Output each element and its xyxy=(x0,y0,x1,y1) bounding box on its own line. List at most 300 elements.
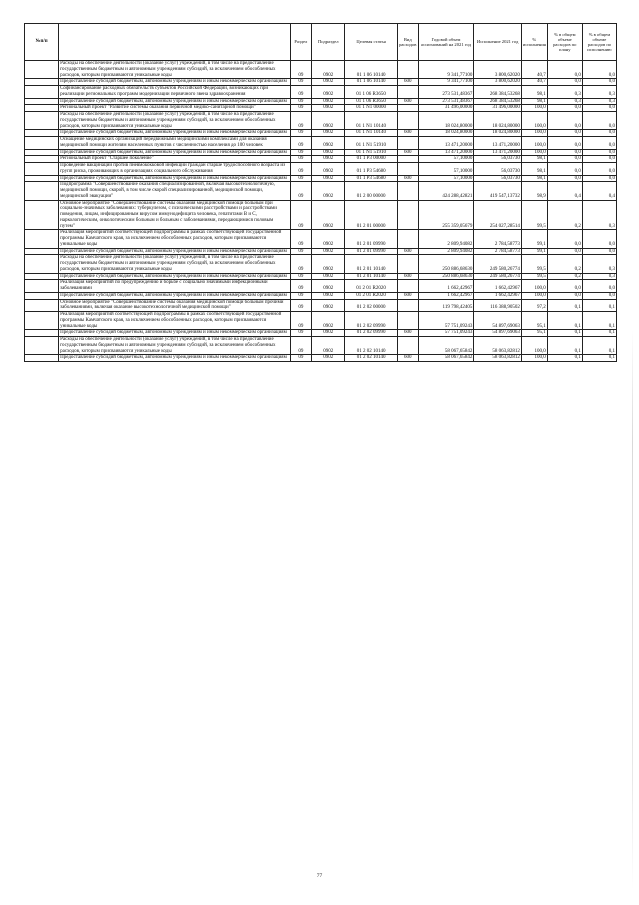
cell-share-plan: 0,0 xyxy=(547,61,582,79)
cell-share-fact: 0,3 xyxy=(582,98,616,105)
cell-share-fact: 0,0 xyxy=(582,292,616,299)
cell-num xyxy=(25,330,59,337)
cell-target: 01 1 P3 00000 xyxy=(345,156,398,163)
cell-plan: 18 024,80000 xyxy=(418,112,474,130)
cell-num xyxy=(25,86,59,99)
cell-share-plan: 0,0 xyxy=(547,175,582,182)
cell-num xyxy=(25,79,59,86)
cell-num xyxy=(25,230,59,248)
cell-plan: 9 341,77100 xyxy=(418,61,474,79)
cell-podrazdel: 0902 xyxy=(312,355,345,362)
cell-target: 01 1 06 10140 xyxy=(345,61,398,79)
table-row xyxy=(25,182,617,200)
cell-name: Предоставление субсидий бюджетным, автономным учреждениям и иным некоммерческим организациям xyxy=(59,248,290,255)
cell-podrazdel: 0902 xyxy=(312,61,345,79)
cell-plan: 57,10000 xyxy=(418,156,474,163)
table-row xyxy=(25,112,617,130)
cell-target: 01 1 N1 10140 xyxy=(345,112,398,130)
cell-fact: 18 024,80000 xyxy=(474,130,522,137)
cell-razdel: 09 xyxy=(290,98,312,105)
cell-num xyxy=(25,292,59,299)
header-plan: Годовой объем ассигнований на 2021 год xyxy=(418,24,474,61)
cell-plan: 57,10000 xyxy=(418,163,474,176)
cell-fact: 1 662,42967 xyxy=(474,280,522,293)
header-share-plan: % в общем объеме расходов по плану xyxy=(547,24,582,61)
cell-razdel: 09 xyxy=(290,137,312,150)
cell-pct: 100,0 xyxy=(521,149,547,156)
cell-vid xyxy=(397,61,418,79)
table-row xyxy=(25,98,617,105)
cell-podrazdel: 0902 xyxy=(312,230,345,248)
cell-target: 01 1 N1 00000 xyxy=(345,105,398,112)
cell-name: Предоставление субсидий бюджетным, автономным учреждениям и иным некоммерческим организациям xyxy=(59,79,290,86)
cell-share-plan: 0,1 xyxy=(547,312,582,330)
cell-podrazdel: 0902 xyxy=(312,105,345,112)
table-row xyxy=(25,79,617,86)
cell-num xyxy=(25,337,59,355)
cell-pct: 99,1 xyxy=(521,248,547,255)
cell-num xyxy=(25,175,59,182)
cell-razdel: 09 xyxy=(290,149,312,156)
table-row xyxy=(25,156,617,163)
cell-plan: 424 288,42821 xyxy=(418,182,474,200)
cell-podrazdel: 0902 xyxy=(312,200,345,230)
cell-pct: 40,7 xyxy=(521,79,547,86)
table-row xyxy=(25,255,617,273)
cell-fact: 18 024,80000 xyxy=(474,112,522,130)
cell-name: Реализация мероприятий соответствующей подпрограммы в рамках соответствующей государственной программы Камчатского края, за исключением обособленных расходов, которым присваиваются уникальные коды xyxy=(59,312,290,330)
cell-share-fact: 0,3 xyxy=(582,255,616,273)
cell-pct: 99,1 xyxy=(521,230,547,248)
cell-pct: 100,0 xyxy=(521,355,547,362)
scan-artifact xyxy=(632,330,633,890)
cell-num xyxy=(25,200,59,230)
cell-vid xyxy=(397,163,418,176)
cell-plan: 13 471,20000 xyxy=(418,149,474,156)
cell-target: 01 2 02 00000 xyxy=(345,299,398,312)
cell-podrazdel: 0902 xyxy=(312,163,345,176)
cell-target: 01 2 01 10140 xyxy=(345,273,398,280)
cell-vid: 600 xyxy=(397,130,418,137)
budget-execution-table xyxy=(24,23,617,362)
cell-num xyxy=(25,355,59,362)
cell-pct: 97,2 xyxy=(521,299,547,312)
cell-share-plan: 0,4 xyxy=(547,182,582,200)
cell-pct: 99,5 xyxy=(521,255,547,273)
cell-vid xyxy=(397,255,418,273)
cell-share-plan: 0,0 xyxy=(547,248,582,255)
cell-target: 01 2 01 00000 xyxy=(345,200,398,230)
cell-fact: 56,03730 xyxy=(474,175,522,182)
cell-num xyxy=(25,299,59,312)
table-header-row xyxy=(25,24,617,61)
cell-razdel: 09 xyxy=(290,61,312,79)
cell-share-plan: 0,1 xyxy=(547,355,582,362)
cell-name: Основное мероприятие "Совершенствование системы оказания медицинской помощи больным прочими заболеваниями, включая оказание высокотехнологичной медицинской помощи" xyxy=(59,299,290,312)
cell-name: Предоставление субсидий бюджетным, автономным учреждениям и иным некоммерческим организациям xyxy=(59,273,290,280)
header-podrazdel: Подраздел xyxy=(312,24,345,61)
cell-razdel: 09 xyxy=(290,273,312,280)
cell-fact: 249 580,26774 xyxy=(474,273,522,280)
cell-share-plan: 0,0 xyxy=(547,230,582,248)
cell-razdel: 09 xyxy=(290,175,312,182)
cell-num xyxy=(25,61,59,79)
cell-plan: 273 531,48367 xyxy=(418,86,474,99)
table-row xyxy=(25,230,617,248)
cell-vid: 600 xyxy=(397,292,418,299)
cell-target: 01 1 06 R3650 xyxy=(345,98,398,105)
cell-share-fact: 0,3 xyxy=(582,200,616,230)
cell-pct: 40,7 xyxy=(521,61,547,79)
cell-podrazdel: 0902 xyxy=(312,130,345,137)
table-row xyxy=(25,105,617,112)
cell-name: Оснащение медицинских организаций передвижными медицинскими комплексами для оказания медицинской помощи жителям населенных пунктов с численностью населения до 100 человек xyxy=(59,137,290,150)
cell-pct: 98,9 xyxy=(521,182,547,200)
cell-share-fact: 0,1 xyxy=(582,299,616,312)
cell-fact: 3 800,62020 xyxy=(474,61,522,79)
cell-share-plan: 0,0 xyxy=(547,79,582,86)
cell-podrazdel: 0902 xyxy=(312,255,345,273)
header-share-fact: % в общем объеме расходов по исполнению xyxy=(582,24,616,61)
cell-podrazdel: 0902 xyxy=(312,156,345,163)
cell-name: Основное мероприятие "Совершенствование системы оказания медицинской помощи больным при социально-значимых заболеваниях: туберкулезом, с психическими расстройствами и расстройствами поведения, лицам, инфицированным вирусом иммунодефицита человека, гепатитами В и С, наркологическим, онкологическим больным и больным с заболеваниями, передающимися половым путем" xyxy=(59,200,290,230)
cell-vid xyxy=(397,230,418,248)
cell-share-fact: 0,4 xyxy=(582,182,616,200)
cell-pct: 98,1 xyxy=(521,98,547,105)
cell-vid: 600 xyxy=(397,175,418,182)
cell-razdel: 09 xyxy=(290,105,312,112)
cell-name: Софинансирование расходных обязательств субъектов Российской Федерации, возникающих при реализации региональных программ модернизации первичного звена здравоохранения xyxy=(59,86,290,99)
cell-pct: 98,1 xyxy=(521,156,547,163)
cell-podrazdel: 0902 xyxy=(312,273,345,280)
cell-vid xyxy=(397,137,418,150)
table-row xyxy=(25,175,617,182)
table-row xyxy=(25,61,617,79)
table-row xyxy=(25,130,617,137)
cell-share-fact: 0,0 xyxy=(582,112,616,130)
cell-plan: 57 751,09243 xyxy=(418,312,474,330)
cell-podrazdel: 0902 xyxy=(312,86,345,99)
cell-share-plan: 0,2 xyxy=(547,255,582,273)
cell-share-fact: 0,0 xyxy=(582,175,616,182)
cell-plan: 119 798,42405 xyxy=(418,299,474,312)
cell-share-plan: 0,2 xyxy=(547,273,582,280)
cell-vid xyxy=(397,182,418,200)
cell-fact: 249 580,26774 xyxy=(474,255,522,273)
cell-pct: 100,0 xyxy=(521,337,547,355)
cell-target: 01 1 N1 51910 xyxy=(345,137,398,150)
cell-target: 01 2 01 R2020 xyxy=(345,292,398,299)
cell-podrazdel: 0902 xyxy=(312,175,345,182)
cell-share-plan: 0,3 xyxy=(547,86,582,99)
cell-share-fact: 0,1 xyxy=(582,330,616,337)
cell-num xyxy=(25,137,59,150)
cell-plan: 13 471,20000 xyxy=(418,137,474,150)
cell-num xyxy=(25,98,59,105)
cell-share-fact: 0,3 xyxy=(582,86,616,99)
cell-num xyxy=(25,273,59,280)
cell-fact: 1 662,42967 xyxy=(474,292,522,299)
cell-podrazdel: 0902 xyxy=(312,248,345,255)
cell-name: Расходы на обеспечение деятельности (оказание услуг) учреждений, в том числе на предоставление государственным бюджетным и автономным учреждениям субсидий, за исключением обособленных расходов, которым присваиваются уникальные коды xyxy=(59,255,290,273)
cell-vid xyxy=(397,337,418,355)
cell-share-fact: 0,0 xyxy=(582,163,616,176)
cell-vid xyxy=(397,156,418,163)
cell-razdel: 09 xyxy=(290,248,312,255)
cell-name: Предоставление субсидий бюджетным, автономным учреждениям и иным некоммерческим организациям xyxy=(59,292,290,299)
cell-podrazdel: 0902 xyxy=(312,137,345,150)
cell-share-plan: 0,0 xyxy=(547,137,582,150)
cell-razdel: 09 xyxy=(290,130,312,137)
cell-razdel: 09 xyxy=(290,280,312,293)
cell-target: 01 2 00 00000 xyxy=(345,182,398,200)
cell-target: 01 2 01 10140 xyxy=(345,255,398,273)
header-fact: Исполнение 2021 год xyxy=(474,24,522,61)
cell-pct: 100,0 xyxy=(521,292,547,299)
cell-plan: 57,10000 xyxy=(418,175,474,182)
cell-razdel: 09 xyxy=(290,200,312,230)
cell-pct: 100,0 xyxy=(521,137,547,150)
cell-pct: 95,1 xyxy=(521,330,547,337)
cell-share-fact: 0,0 xyxy=(582,149,616,156)
cell-share-fact: 0,1 xyxy=(582,312,616,330)
header-num: №п/п xyxy=(25,24,59,61)
cell-target: 01 1 P3 54680 xyxy=(345,163,398,176)
cell-fact: 116 388,90502 xyxy=(474,299,522,312)
cell-fact: 31 496,00000 xyxy=(474,105,522,112)
cell-plan: 273 531,48367 xyxy=(418,98,474,105)
cell-share-plan: 0,0 xyxy=(547,280,582,293)
cell-razdel: 09 xyxy=(290,163,312,176)
cell-target: 01 2 01 09990 xyxy=(345,230,398,248)
cell-name: Предоставление субсидий бюджетным, автономным учреждениям и иным некоммерческим организациям xyxy=(59,149,290,156)
cell-target: 01 2 02 09990 xyxy=(345,312,398,330)
cell-share-fact: 0,0 xyxy=(582,79,616,86)
cell-target: 01 2 02 09990 xyxy=(345,330,398,337)
cell-razdel: 09 xyxy=(290,292,312,299)
table-row xyxy=(25,330,617,337)
header-razdel: Раздел xyxy=(290,24,312,61)
cell-razdel: 09 xyxy=(290,79,312,86)
cell-name: Реализация мероприятий по предупреждению и борьбе с социально значимыми инфекционными заболеваниями xyxy=(59,280,290,293)
cell-razdel: 09 xyxy=(290,156,312,163)
cell-target: 01 1 N1 10140 xyxy=(345,130,398,137)
cell-share-fact: 0,0 xyxy=(582,130,616,137)
cell-plan: 57 751,09243 xyxy=(418,330,474,337)
cell-share-plan: 0,1 xyxy=(547,337,582,355)
cell-vid: 600 xyxy=(397,355,418,362)
table-row xyxy=(25,163,617,176)
cell-vid xyxy=(397,312,418,330)
cell-share-plan: 0,0 xyxy=(547,130,582,137)
cell-vid: 600 xyxy=(397,98,418,105)
table-row xyxy=(25,200,617,230)
cell-podrazdel: 0902 xyxy=(312,79,345,86)
cell-target: 01 2 02 10140 xyxy=(345,337,398,355)
table-row xyxy=(25,86,617,99)
cell-name: Региональный проект "Развитие системы оказания первичной медико-санитарной помощи" xyxy=(59,105,290,112)
cell-share-fact: 0,1 xyxy=(582,355,616,362)
cell-podrazdel: 0902 xyxy=(312,98,345,105)
cell-fact: 13 471,20000 xyxy=(474,137,522,150)
table-row xyxy=(25,337,617,355)
table-row xyxy=(25,292,617,299)
table-row xyxy=(25,312,617,330)
cell-share-fact: 0,0 xyxy=(582,105,616,112)
cell-plan: 58 067,65842 xyxy=(418,355,474,362)
cell-name: Проведение вакцинации против пневмококковой инфекции граждан старше трудоспособного возраста из групп риска, проживающих в организациях социального обслуживания xyxy=(59,163,290,176)
table-row xyxy=(25,299,617,312)
cell-pct: 98,1 xyxy=(521,163,547,176)
cell-share-plan: 0,3 xyxy=(547,98,582,105)
cell-name: Расходы на обеспечение деятельности (оказание услуг) учреждений, в том числе на предоставление государственным бюджетным и автономным учреждениям субсидий, за исключением обособленных расходов, которым присваиваются уникальные коды xyxy=(59,337,290,355)
cell-pct: 100,0 xyxy=(521,280,547,293)
cell-vid xyxy=(397,200,418,230)
cell-share-plan: 0,0 xyxy=(547,105,582,112)
cell-name: Предоставление субсидий бюджетным, автономным учреждениям и иным некоммерческим организациям xyxy=(59,130,290,137)
cell-share-fact: 0,0 xyxy=(582,280,616,293)
cell-num xyxy=(25,112,59,130)
cell-podrazdel: 0902 xyxy=(312,337,345,355)
cell-razdel: 09 xyxy=(290,299,312,312)
cell-podrazdel: 0902 xyxy=(312,112,345,130)
cell-num xyxy=(25,163,59,176)
cell-razdel: 09 xyxy=(290,330,312,337)
table-row xyxy=(25,280,617,293)
cell-podrazdel: 0902 xyxy=(312,299,345,312)
cell-num xyxy=(25,149,59,156)
cell-num xyxy=(25,182,59,200)
cell-num xyxy=(25,255,59,273)
cell-razdel: 09 xyxy=(290,182,312,200)
cell-fact: 58 063,82812 xyxy=(474,355,522,362)
cell-plan: 2 809,94082 xyxy=(418,248,474,255)
cell-podrazdel: 0902 xyxy=(312,312,345,330)
cell-fact: 254 027,28514 xyxy=(474,200,522,230)
cell-plan: 58 067,65842 xyxy=(418,337,474,355)
cell-plan: 1 662,42967 xyxy=(418,280,474,293)
cell-target: 01 2 01 09990 xyxy=(345,248,398,255)
cell-num xyxy=(25,105,59,112)
cell-fact: 54 897,69063 xyxy=(474,330,522,337)
cell-plan: 250 886,68630 xyxy=(418,255,474,273)
cell-target: 01 2 02 10140 xyxy=(345,355,398,362)
cell-podrazdel: 0902 xyxy=(312,292,345,299)
cell-podrazdel: 0902 xyxy=(312,149,345,156)
cell-plan: 9 341,77100 xyxy=(418,79,474,86)
cell-pct: 99,5 xyxy=(521,273,547,280)
cell-share-plan: 0,0 xyxy=(547,292,582,299)
cell-pct: 95,1 xyxy=(521,312,547,330)
cell-num xyxy=(25,312,59,330)
header-target: Целевая статья xyxy=(345,24,398,61)
cell-share-fact: 0,1 xyxy=(582,337,616,355)
table-row xyxy=(25,149,617,156)
cell-vid: 600 xyxy=(397,330,418,337)
cell-share-fact: 0,0 xyxy=(582,61,616,79)
cell-plan: 2 809,94082 xyxy=(418,230,474,248)
cell-pct: 99,5 xyxy=(521,200,547,230)
cell-podrazdel: 0902 xyxy=(312,330,345,337)
cell-pct: 100,0 xyxy=(521,112,547,130)
cell-target: 01 1 06 10140 xyxy=(345,79,398,86)
cell-fact: 3 800,62020 xyxy=(474,79,522,86)
cell-fact: 268 384,53268 xyxy=(474,98,522,105)
cell-num xyxy=(25,156,59,163)
cell-num xyxy=(25,130,59,137)
table-row xyxy=(25,248,617,255)
cell-pct: 100,0 xyxy=(521,130,547,137)
cell-share-fact: 0,0 xyxy=(582,137,616,150)
cell-share-plan: 0,1 xyxy=(547,330,582,337)
cell-fact: 54 897,69063 xyxy=(474,312,522,330)
cell-plan: 255 359,05679 xyxy=(418,200,474,230)
cell-num xyxy=(25,248,59,255)
cell-razdel: 09 xyxy=(290,312,312,330)
cell-vid: 600 xyxy=(397,79,418,86)
cell-fact: 56,03730 xyxy=(474,163,522,176)
table-row xyxy=(25,355,617,362)
cell-vid xyxy=(397,280,418,293)
cell-fact: 2 784,58773 xyxy=(474,248,522,255)
cell-vid: 600 xyxy=(397,248,418,255)
cell-fact: 2 784,58773 xyxy=(474,230,522,248)
cell-pct: 98,1 xyxy=(521,175,547,182)
cell-share-plan: 0,0 xyxy=(547,156,582,163)
cell-share-plan: 0,2 xyxy=(547,200,582,230)
cell-pct: 100,0 xyxy=(521,105,547,112)
cell-share-fact: 0,0 xyxy=(582,156,616,163)
cell-vid: 600 xyxy=(397,149,418,156)
cell-target: 01 1 P3 54680 xyxy=(345,175,398,182)
cell-name: Предоставление субсидий бюджетным, автономным учреждениям и иным некоммерческим организациям xyxy=(59,330,290,337)
cell-vid: 600 xyxy=(397,273,418,280)
cell-plan: 250 886,68630 xyxy=(418,273,474,280)
cell-pct: 98,1 xyxy=(521,86,547,99)
cell-name: Предоставление субсидий бюджетным, автономным учреждениям и иным некоммерческим организациям xyxy=(59,175,290,182)
cell-share-fact: 0,0 xyxy=(582,248,616,255)
cell-name: Предоставление субсидий бюджетным, автономным учреждениям и иным некоммерческим организациям xyxy=(59,355,290,362)
cell-podrazdel: 0902 xyxy=(312,280,345,293)
cell-name: Расходы на обеспечение деятельности (оказание услуг) учреждений, в том числе на предоставление государственным бюджетным и автономным учреждениям субсидий, за исключением обособленных расходов, которым присваиваются уникальные коды xyxy=(59,61,290,79)
table-row xyxy=(25,137,617,150)
cell-share-fact: 0,3 xyxy=(582,273,616,280)
cell-razdel: 09 xyxy=(290,337,312,355)
cell-name: Подпрограмма "Совершенствование оказания специализированной, включая высокотехнологичную, медицинской помощи, скорой, в том числе скорой специализированной, медицинской помощи, медицинской эвакуации" xyxy=(59,182,290,200)
cell-fact: 58 063,82812 xyxy=(474,337,522,355)
cell-name: Региональный проект "Старшее поколение" xyxy=(59,156,290,163)
cell-num xyxy=(25,280,59,293)
cell-name: Расходы на обеспечение деятельности (оказание услуг) учреждений, в том числе на предоставление государственным бюджетным и автономным учреждениям субсидий, за исключением обособленных расходов, которым присваиваются уникальные коды xyxy=(59,112,290,130)
cell-share-plan: 0,0 xyxy=(547,163,582,176)
cell-target: 01 2 01 R2020 xyxy=(345,280,398,293)
header-pct: % исполнения xyxy=(521,24,547,61)
cell-fact: 13 471,20000 xyxy=(474,149,522,156)
cell-share-plan: 0,0 xyxy=(547,112,582,130)
cell-target: 01 1 06 R3650 xyxy=(345,86,398,99)
cell-razdel: 09 xyxy=(290,355,312,362)
cell-razdel: 09 xyxy=(290,230,312,248)
cell-target: 01 1 N1 51910 xyxy=(345,149,398,156)
table-row xyxy=(25,273,617,280)
header-name xyxy=(59,24,290,61)
cell-share-fact: 0,0 xyxy=(582,230,616,248)
cell-fact: 268 384,53268 xyxy=(474,86,522,99)
cell-plan: 31 496,00000 xyxy=(418,105,474,112)
cell-vid xyxy=(397,86,418,99)
cell-name: Предоставление субсидий бюджетным, автономным учреждениям и иным некоммерческим организациям xyxy=(59,98,290,105)
cell-vid xyxy=(397,299,418,312)
